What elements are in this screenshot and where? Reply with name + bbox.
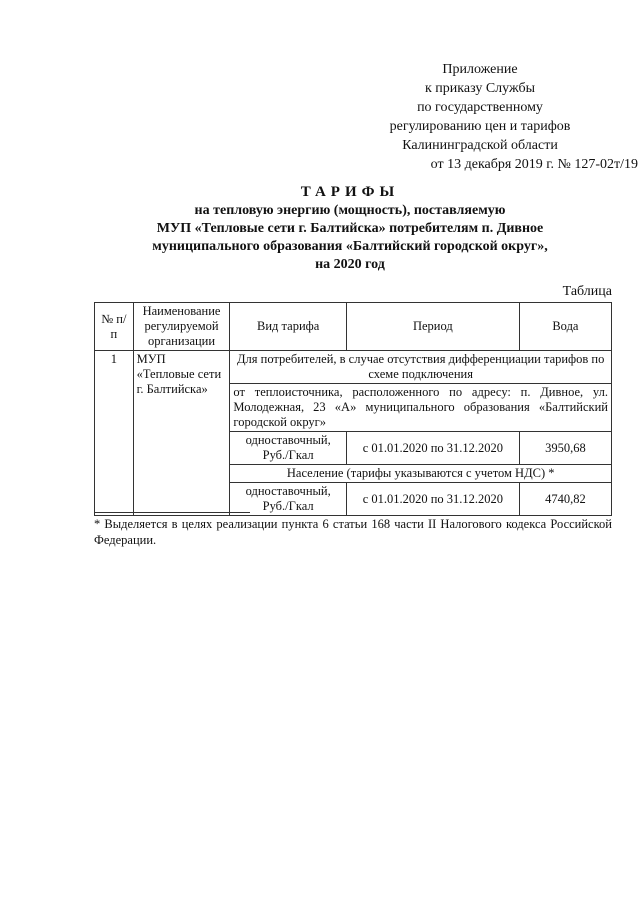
header-org: Наименование регулируемой организации (133, 303, 230, 351)
heading-line: на тепловую энергию (мощность), поставляемую (194, 203, 506, 218)
section-no-differentiation: Для потребителей, в случае отсутствия дифференциации тарифов по схеме подключения (230, 351, 612, 384)
document-title: ТАРИФЫ (300, 184, 400, 200)
appendix-line: Калининградской области (402, 138, 558, 153)
tariff-type: одноставочный, Руб./Гкал (230, 432, 347, 465)
header-value: Вода (519, 303, 611, 351)
tariff-type: одноставочный, Руб./Гкал (230, 483, 347, 516)
row-number: 1 (95, 351, 134, 516)
footnote: * Выделяется в целях реализации пункта 6 статьи 168 части II Налогового кодекса Российской Федерации. (94, 517, 612, 547)
appendix-block (350, 60, 638, 174)
appendix-line: Приложение (442, 62, 518, 77)
tariff-period: с 01.01.2020 по 31.12.2020 (346, 483, 519, 516)
tariff-period: с 01.01.2020 по 31.12.2020 (346, 432, 519, 465)
heading-line: на 2020 год (315, 257, 385, 272)
appendix-line: регулированию цен и тарифов (389, 119, 571, 134)
table-header-row (95, 303, 612, 351)
header-type: Вид тарифа (230, 303, 347, 351)
appendix-line: по государственному (417, 100, 543, 115)
document-heading (70, 183, 630, 274)
footnote-divider (94, 512, 250, 513)
tariff-value: 3950,68 (519, 432, 611, 465)
header-period: Период (346, 303, 519, 351)
heading-line: муниципального образования «Балтийский городской округ», (152, 239, 548, 254)
header-num: № п/п (95, 303, 134, 351)
heat-source-address: от теплоисточника, расположенного по адресу: п. Дивное, ул. Молодежная, 23 «А» муниципального образования «Балтийский городской округ» (230, 384, 612, 432)
tariffs-table (94, 302, 612, 516)
section-population: Население (тарифы указываются с учетом НДС) * (230, 465, 612, 483)
appendix-line: к приказу Службы (425, 81, 535, 96)
appendix-order-date: от 13 декабря 2019 г. № 127-02т/19 (430, 157, 638, 172)
org-name: МУП «Тепловые сети г. Балтийска» (133, 351, 230, 516)
tariff-value: 4740,82 (519, 483, 611, 516)
heading-line: МУП «Тепловые сети г. Балтийска» потребителям п. Дивное (156, 221, 544, 236)
table-label: Таблица (562, 284, 612, 299)
table-row (95, 351, 612, 384)
